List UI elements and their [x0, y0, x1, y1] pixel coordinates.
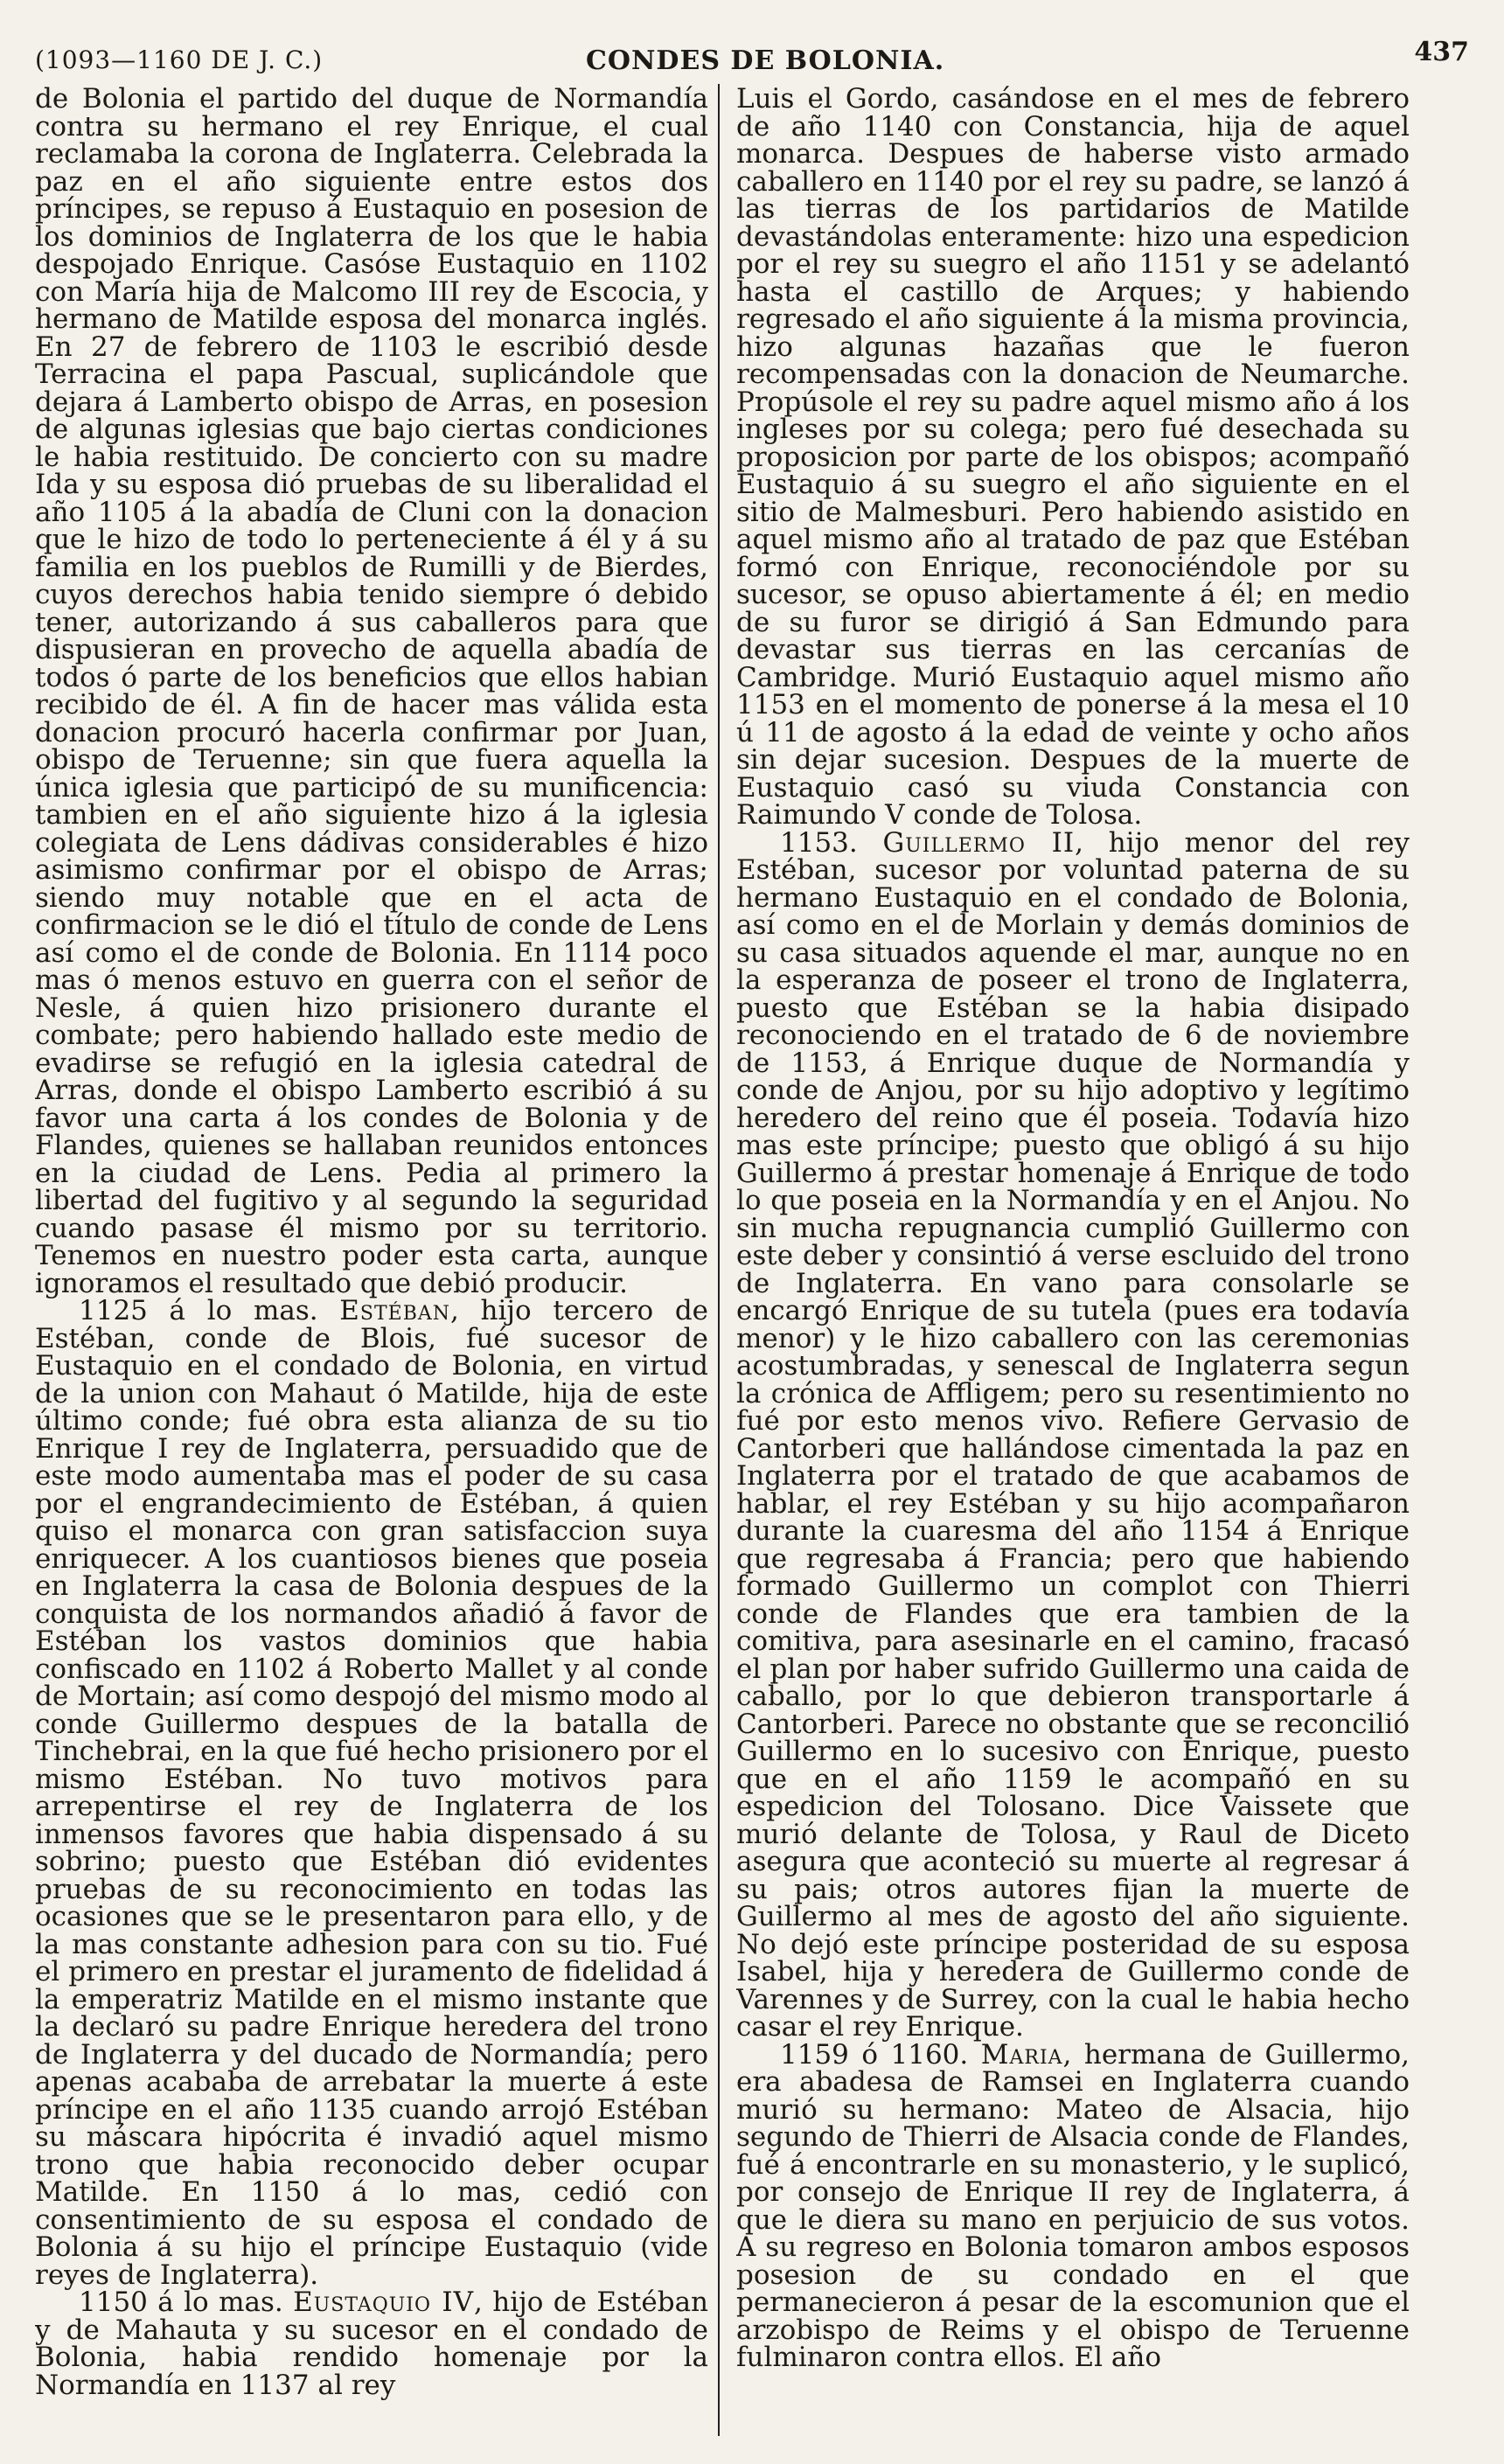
entry-text: , hijo menor del rey Estéban, sucesor por voluntad paterna de su hermano Eustaquio en el condado de Bolonia, así como en el de Morlain y demás dominios de su casa situados aquende el mar, aunque no en la esperanza de poseer el trono de Inglaterra, puesto que Estéban se la habia disipado reconociendo en el tratado de 6 de noviembre de 1153, á Enrique duque de Normandía y conde de Anjou, por su hijo adoptivo y legítimo heredero del reino que él poseia. Todavía hizo mas este príncipe; puesto que obligó á su hijo Guillermo á prestar homenaje á Enrique de todo lo que poseia en la Normandía y en el Anjou. No sin mucha repugnancia cumplió Guillermo con este deber y consintió á verse escluido del trono de Inglaterra. En vano para consolarle se encargó Enrique de su tutela (pues era todavía menor) y le hizo caballero con las ceremonias acostumbradas, y senescal de Inglaterra segun la crónica de Affligem; pero su resentimiento no fué por esto menos vivo. Refiere Gervasio de Cantorberi que hallándose cimentada la paz en Inglaterra por el tratado de que acabamos de hablar, el rey Estéban y su hijo acompañaron durante la cuaresma del año 1154 á Enrique que regresaba á Francia; pero que habiendo formado Guillermo un complot con Thierri conde de Flandes que era tambien de la comitiva, para asesinarle en el camino, fracasó el plan por haber sufrido Guillermo una caida de caballo, por lo que debieron transportarle á Cantorberi. Parece no obstante que se reconcilió Guillermo en lo sucesivo con Enrique, puesto que en el año 1159 le acompañó en su espedicion del Tolosano. Dice Vaissete que murió delante de Tolosa, y Raul de Diceto asegura que aconteció su muerte al regresar á su pais; otros autores fijan la muerte de Guillermo al mes de agosto del año siguiente. No dejó este príncipe posteridad de su esposa Isabel, hija y heredera de Guillermo conde de Varennes y de Surrey, con la cual le habia hecho casar el rey Enrique. — [736, 826, 1410, 2043]
left-column — [35, 86, 708, 2447]
running-header — [35, 37, 1469, 80]
count-entry — [736, 826, 1410, 2043]
paragraph-continuation — [736, 86, 1410, 830]
entry-date: 1153. — [780, 826, 858, 859]
entry-text: , hermana de Guillermo, era abadesa de Ramsei en Inglaterra cuando murió su hermano: Mateo de Alsacia, hijo segundo de Thierri de Alsacia conde de Flandes, fué á encontrarle en su monasterio, y le suplicó, por consejo de Enrique II rey de Inglaterra, á que le diera su mano en perjuicio de sus votos. A su regreso en Bolonia tomaron ambos esposos posesion de su condado en el que permanecieron á pesar de la escomunion que el arzobispo de Reims y el obispo de Teruenne fulminaron contra ellos. El año — [736, 2038, 1410, 2373]
column-divider — [718, 84, 720, 2436]
date-range: (1093—1160 DE J. C.) — [35, 45, 324, 74]
entry-date: 1159 ó 1160. — [780, 2038, 969, 2071]
entry-text: , hijo tercero de Estéban, conde de Blois, fué sucesor de Eustaquio en el condado de Bolonia, en virtud de la union con Mahaut ó Matilde, hija de este último conde; fué obra esta alianza de su tio Enrique I rey de Inglaterra, persuadido que de este modo aumentaba mas el poder de su casa por el engrandecimiento de Estéban, á quien quiso el monarca con gran satisfaccion suya enriquecer. A los cuantiosos bienes que poseia en Inglaterra la casa de Bolonia despues de la conquista de los normandos añadió á favor de Estéban los vastos dominios que habia confiscado en 1102 á Roberto Mallet y al conde de Mortain; así como despojó del mismo modo al conde Guillermo despues de la batalla de Tinchebrai, en la que fué hecho prisionero por el mismo Estéban. No tuvo motivos para arrepentirse el rey de Inglaterra de los inmensos favores que habia dispensado á su sobrino; puesto que Estéban dió evidentes pruebas de su reconocimiento en todas las ocasiones que se le presentaron para ello, y de la mas constante adhesion para con su tio. Fué el primero en prestar el juramento de fidelidad á la emperatriz Matilde en el mismo instante que la declaró su padre Enrique heredera del trono de Inglaterra y del ducado de Normandía; pero apenas acababa de arrebatar la muerte á este príncipe en el año 1135 cuando arrojó Estéban su máscara hipócrita é invadió aquel mismo trono que habia reconocido deber ocupar Matilde. En 1150 á lo mas, cedió con consentimiento de su esposa el condado de Bolonia á su hijo el príncipe Eustaquio (vide reyes de Inglaterra). — [35, 1295, 708, 2291]
paragraph-text: de Bolonia el partido del duque de Normandía contra su hermano el rey Enrique, el cual reclamaba la corona de Inglaterra. Celebrada la paz en el año siguiente entre estos dos príncipes, se repuso á Eustaquio en posesion de los dominios de Inglaterra de los que le habia despojado Enrique. Casóse Eustaquio en 1102 con María hija de Malcomo III rey de Escocia, y hermano de Matilde esposa del monarca inglés. En 27 de febrero de 1103 le escribió desde Terracina el papa Pascual, suplicándole que dejara á Lamberto obispo de Arras, en posesion de algunas iglesias que bajo ciertas condiciones le habia restituido. De concierto con su madre Ida y su esposa dió pruebas de su liberalidad el año 1105 á la abadía de Cluni con la donacion que le hizo de todo lo perteneciente á él y á su familia en los pueblos de Rumilli y de Bierdes, cuyos derechos habia tenido siempre ó debido tener, autorizando á sus caballeros para que dispusieran en provecho de aquella abadía de todos ó parte de los beneficios que ellos habian recibido de él. A fin de hacer mas válida esta donacion procuró hacerla confirmar por Juan, obispo de Teruenne; sin que fuera aquella la única iglesia que participó de su munificencia: tambien en el año siguiente hizo á la iglesia colegiata de Lens dádivas considerables é hizo asimismo confirmar por el obispo de Arras; siendo muy notable que en el acta de confirmacion se le dió el título de conde de Lens así como el de conde de Bolonia. En 1114 poco mas ó menos estuvo en guerra con el señor de Nesle, á quien hizo prisionero durante el combate; pero habiendo hallado este medio de evadirse se refugió en la iglesia catedral de Arras, donde el obispo Lamberto escribió á su favor una carta á los condes de Bolonia y de Flandes, quienes se hallaban reunidos entonces en la ciudad de Lens. Pedia al primero la libertad del fugitivo y al segundo la seguridad cuando pasase él mismo por su territorio. Tenemos en nuestro poder esta carta, aunque ignoramos el resultado que debió producir. — [35, 86, 708, 1299]
entry-name: Eustaquio IV — [293, 2287, 475, 2318]
entry-date: 1125 á lo mas. — [79, 1295, 318, 1326]
entry-name: Guillermo II — [882, 826, 1076, 859]
paragraph-continuation — [35, 86, 708, 1298]
entry-text: , hijo de Estéban y de Mahauta y su sucesor en el condado de Bolonia, habia rendido homenaje por la Normandía en 1137 al rey — [35, 2287, 708, 2401]
entry-name: Estéban — [339, 1295, 451, 1326]
entry-date: 1150 á lo mas. — [79, 2287, 283, 2318]
paragraph-text: Luis el Gordo, casándose en el mes de febrero de año 1140 con Constancia, hija de aquel monarca. Despues de haberse visto armado caballero en 1140 por el rey su padre, se lanzó á las tierras de los partidarios de Matilde devastándolas enteramente: hizo una espedicion por el rey su suegro el año 1151 y se adelantó hasta el castillo de Arques; y habiendo regresado el año siguiente á la misma provincia, hizo algunas hazañas que le fueron recompensadas con la donacion de Neumarche. Propúsole el rey su padre aquel mismo año á los ingleses por su colega; pero fué desechada su proposicion por parte de los obispos; acompañó Eustaquio á su suegro el año siguiente en el sitio de Malmesburi. Pero habiendo asistido en aquel mismo año al tratado de paz que Estéban formó con Enrique, reconociéndole por su sucesor, se opuso abiertamente á él; en medio de su furor se dirigió á San Edmundo para devastar sus tierras en las cercanías de Cambridge. Murió Eustaquio aquel mismo año 1153 en el momento de ponerse á la mesa el 10 ú 11 de agosto á la edad de veinte y ocho años sin dejar sucesion. Despues de la muerte de Eustaquio casó su viuda Constancia con Raimundo V conde de Tolosa. — [736, 86, 1410, 831]
count-entry — [35, 1295, 708, 2291]
page-number: 437 — [1414, 37, 1469, 67]
entry-name: Maria — [980, 2038, 1063, 2071]
count-entry — [736, 2038, 1410, 2373]
right-column — [736, 86, 1410, 2447]
page-title: CONDES DE BOLONIA. — [586, 45, 945, 76]
count-entry — [35, 2289, 708, 2399]
